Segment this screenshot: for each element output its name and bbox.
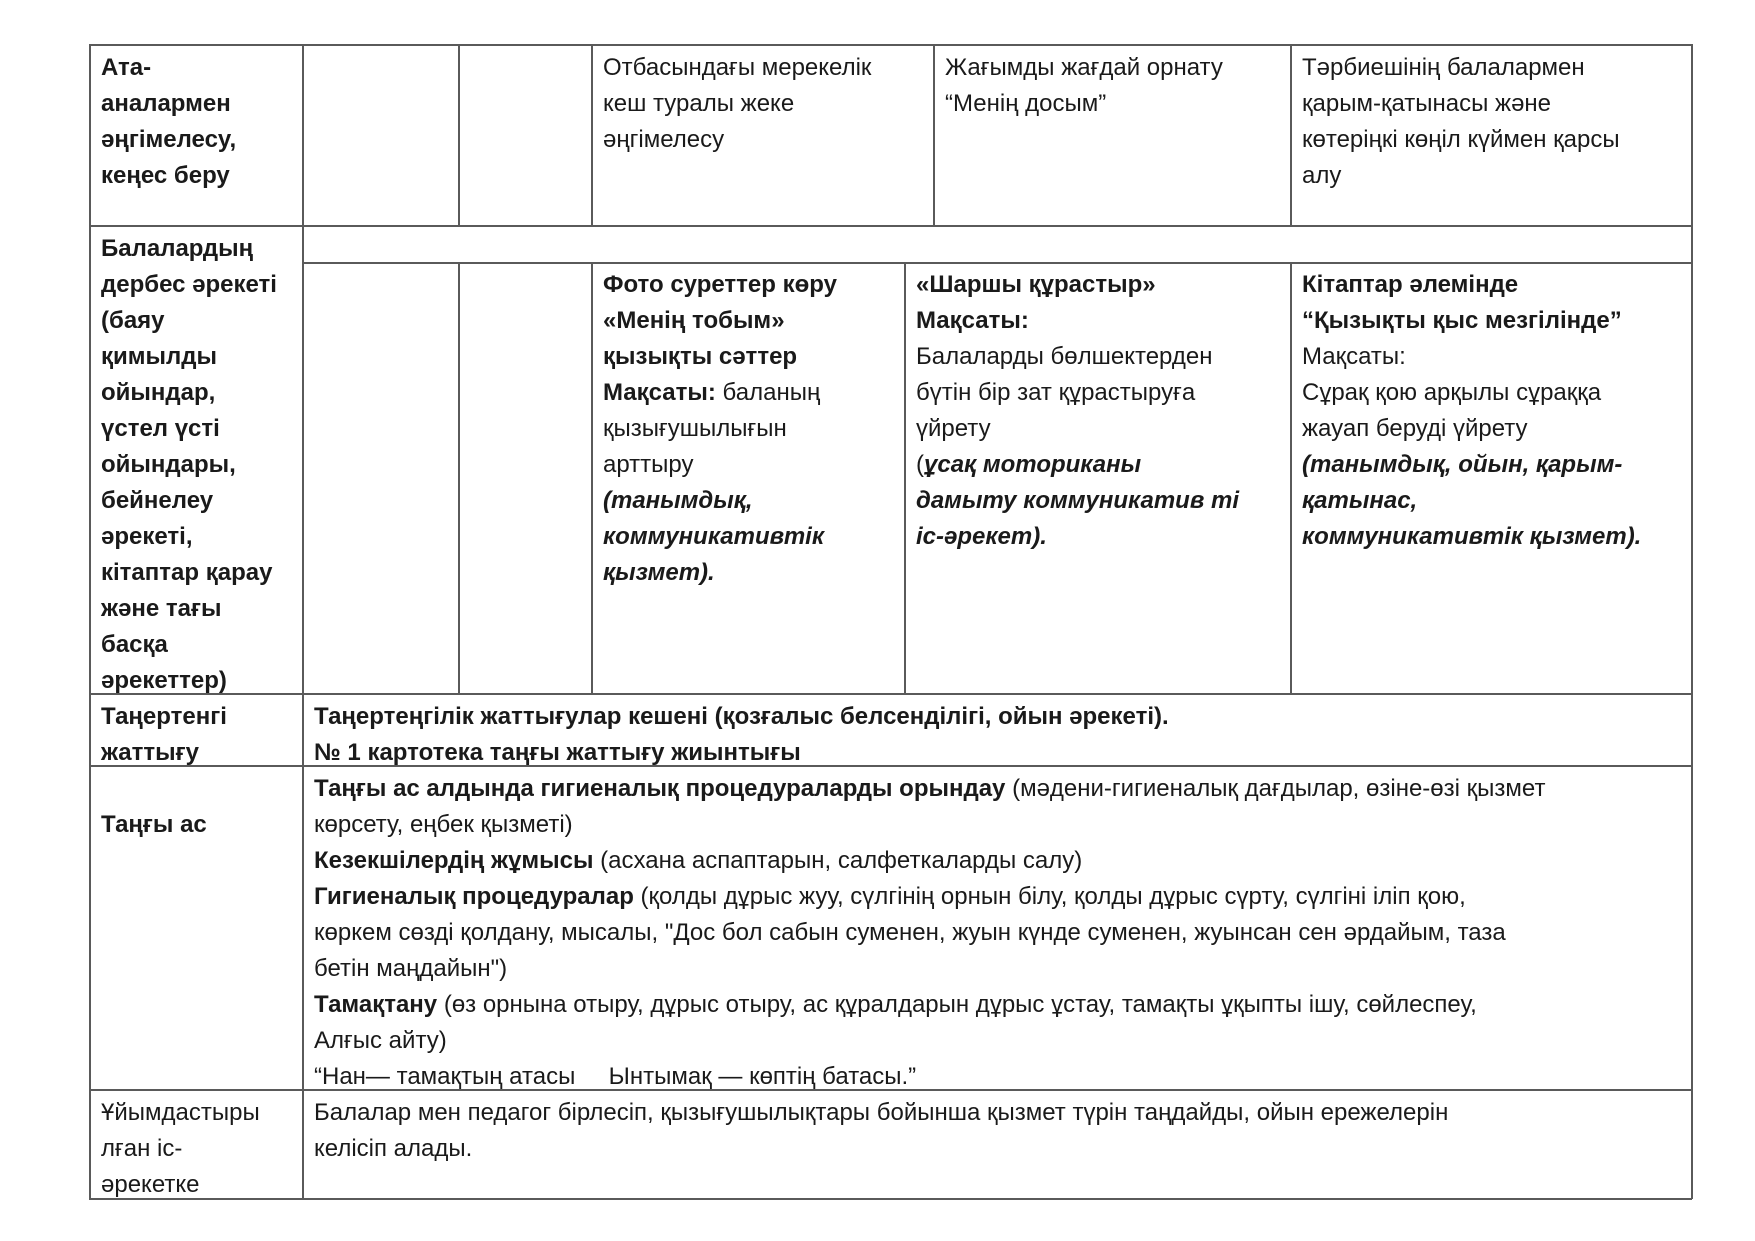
column-divider-r1-d	[1290, 44, 1292, 226]
column-divider-r1-b	[591, 44, 593, 226]
parents-cell-3: Тәрбиешінің балалармен қарым-қатынасы және көтеріңкі көңіл күймен қарсы алу	[1302, 54, 1620, 189]
parents-cell-2: Жағымды жағдай орнату “Менің досым”	[945, 54, 1223, 117]
row-label-organized: Ұйымдастыры лған іс- әрекетке	[101, 1099, 260, 1198]
breakfast-cell: Таңғы ас алдында гигиеналық процедураларды орындау (мәдени-гигиеналық дағдылар, өзіне-өзі қызмет көрсету, еңбек қызметі) Кезекшілердің жұмысы (асхана аспаптарын, салфеткаларды салу) Гигиеналық процедуралар (қолды дұрыс жуу, сүлгінің орнын білу, қолды дұрыс сүрту, сүлгіні іліп қою, көркем сөзді қолдану, мысалы, "Дос бол сабын суменен, жуын күнде суменен, жуынсан сен әрдайым, таза бетін маңдайын") Тамақтану (өз орнына отыру, дұрыс отыру, ас құралдарын дұрыс ұстау, тамақты ұқыпты ішу, сөйлеспеу, Алғыс айту) “Нан— тамақтың атасы Ынтымақ — көптің батасы.”	[314, 775, 1546, 1090]
column-divider-r2-a	[458, 262, 460, 694]
column-divider-r2-c	[904, 262, 906, 694]
column-divider-r1-a	[458, 44, 460, 226]
activity-cell-square: «Шаршы құрастыр» Мақсаты: Балаларды бөлшектерден бүтін бір зат құрастыруға үйрету (ұсақ моториканы дамыту коммуникатив ті іс-әрекет).	[916, 271, 1240, 550]
column-divider-r2-b	[591, 262, 593, 694]
parents-cell-1: Отбасындағы мерекелік кеш туралы жеке әңгімелесу	[603, 54, 872, 153]
activity-cell-books: Кітаптар әлемінде “Қызықты қыс мезгілінде” Мақсаты: Сұрақ қою арқылы сұраққа жауап беруді үйрету (танымдық, ойын, қарым- қатынас, коммуникативтік қызмет).	[1302, 271, 1642, 550]
exercise-cell: Таңертеңгілік жаттығулар кешені (қозғалыс белсенділігі, ойын әрекеті). № 1 картотека таңғы жаттығу жиынтығы	[314, 703, 1169, 766]
column-divider-r2-d	[1290, 262, 1292, 694]
table-border-bottom	[89, 1198, 1692, 1200]
activity-cell-photos: Фото суреттер көру «Менің тобым» қызықты сәттер Мақсаты: баланың қызығушылығын арттыру (танымдық, коммуникативтік қызмет).	[603, 271, 837, 586]
column-divider-r1-c	[933, 44, 935, 226]
row-label-activity: Балалардың дербес әрекеті (баяу қимылды ойындар, үстел үсті ойындары, бейнелеу әрекеті, кітаптар қарау және тағы басқа әрекеттер)	[101, 235, 277, 694]
row-label-parents: Ата- аналармен әңгімелесу, кеңес беру	[101, 54, 237, 189]
table-border-right	[1691, 44, 1693, 1199]
label-column-divider	[302, 44, 304, 1199]
row-divider-1	[89, 225, 1692, 227]
row-label-exercise: Таңертенгі жаттығу	[101, 703, 227, 766]
organized-cell: Балалар мен педагог бірлесіп, қызығушылықтары бойынша қызмет түрін таңдайды, ойын ережелерін келісіп алады.	[314, 1099, 1449, 1162]
table-border-left	[89, 44, 91, 1199]
row-label-breakfast: Таңғы ас	[101, 811, 207, 838]
